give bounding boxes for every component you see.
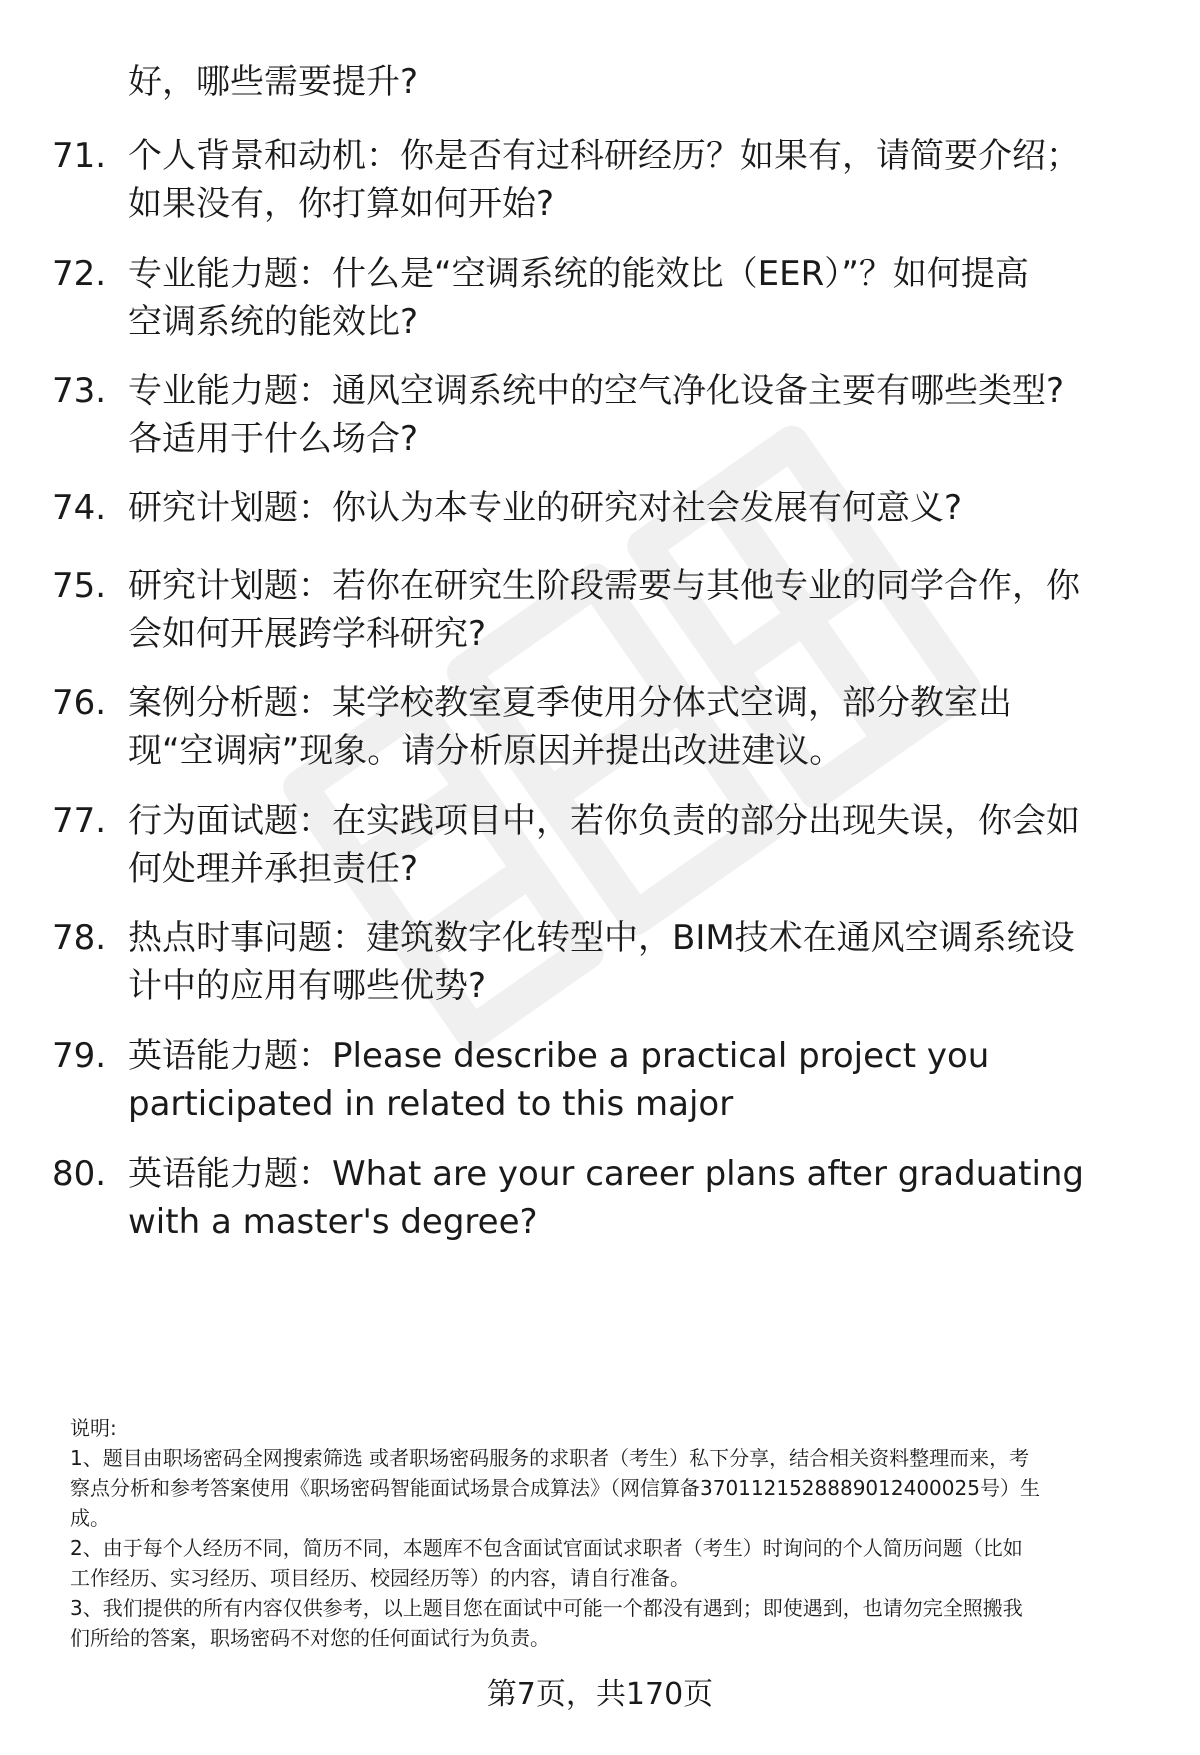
question-number: 79. [52,1036,107,1076]
question-text-line: 个人背景和动机：你是否有过科研经历？如果有，请简要介绍； [128,136,1080,176]
question-text-line: 会如何开展跨学科研究? [128,614,487,654]
question-text-line: 行为面试题：在实践项目中，若你负责的部分出现失误，你会如 [128,801,1080,841]
notes-line: 3、我们提供的所有内容仅供参考，以上题目您在面试中可能一个都没有遇到；即使遇到，也请勿完全照搬我 [70,1596,1023,1620]
question-text-line: 研究计划题：若你在研究生阶段需要与其他专业的同学合作，你 [128,566,1080,606]
notes-heading: 说明: [70,1416,117,1440]
question-text-line: 专业能力题：什么是“空调系统的能效比（EER）”？如何提高 [128,254,1029,294]
notes-line: 们所给的答案，职场密码不对您的任何面试行为负责。 [70,1626,550,1650]
question-text-line: 案例分析题：某学校教室夏季使用分体式空调，部分教室出 [128,683,1012,723]
question-text-line: 如果没有，你打算如何开始? [128,184,555,224]
question-number: 76. [52,683,107,723]
question-number: 71. [52,136,107,176]
question-text [128,679,1138,775]
question-text [128,797,1138,893]
question-text [128,367,1138,463]
question-text [128,1032,1138,1128]
question-text-line: with a master's degree? [128,1202,538,1242]
question-text-line: 空调系统的能效比? [128,302,419,342]
question-text [128,1150,1138,1246]
notes-line: 察点分析和参考答案使用《职场密码智能面试场景合成算法》（网信算备3701121528889012400025号）生 [70,1476,1040,1500]
question-number: 72. [52,254,107,294]
notes-line: 工作经历、实习经历、项目经历、校园经历等）的内容，请自行准备。 [70,1566,690,1590]
question-number: 80. [52,1154,107,1194]
question-text-line: 何处理并承担责任? [128,849,419,889]
question-number: 75. [52,566,107,606]
notes-line: 成。 [70,1506,110,1530]
question-text-line: 各适用于什么场合? [128,419,419,459]
notes-line: 1、题目由职场密码全网搜索筛选 或者职场密码服务的求职者（考生）私下分享，结合相关资料整理而来，考 [70,1446,1030,1470]
question-text [128,484,1138,532]
question-text-line: 英语能力题：What are your career plans after graduating [128,1154,1085,1194]
question-number: 74. [52,488,107,528]
question-text-line: 英语能力题：Please describe a practical project you [128,1036,990,1076]
notes-section [70,1413,1150,1653]
question-number: 78. [52,918,107,958]
continued-question-text: 好，哪些需要提升? [128,62,419,102]
notes-line: 2、由于每个人经历不同，简历不同，本题库不包含面试官面试求职者（考生）时询问的个人简历问题（比如 [70,1536,1023,1560]
question-text [128,132,1138,228]
question-text [128,914,1138,1010]
question-number: 77. [52,801,107,841]
question-text-line: 现“空调病”现象。请分析原因并提出改进建议。 [128,731,844,771]
question-text-line: 专业能力题：通风空调系统中的空气净化设备主要有哪些类型? [128,371,1065,411]
question-text [128,562,1138,658]
page-number-footer: 第7页，共170页 [486,1677,714,1712]
question-text-line: 研究计划题：你认为本专业的研究对社会发展有何意义? [128,488,963,528]
question-text-line: 热点时事问题：建筑数字化转型中，BIM技术在通风空调系统设 [128,918,1075,958]
question-number: 73. [52,371,107,411]
question-text [128,250,1138,346]
question-text-line: participated in related to this major [128,1084,734,1124]
question-text-line: 计中的应用有哪些优势? [128,966,487,1006]
